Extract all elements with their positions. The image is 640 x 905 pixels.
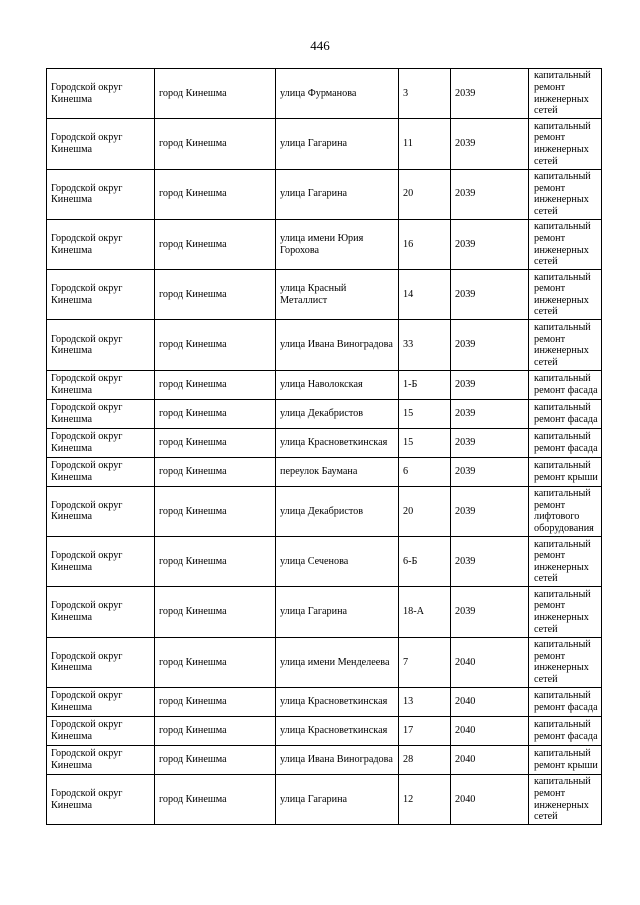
year-cell: 2040 <box>451 774 529 824</box>
year-cell: 2039 <box>451 119 529 169</box>
year-cell: 2040 <box>451 687 529 716</box>
locality-cell: город Кинешма <box>155 457 276 486</box>
work-type-cell: капитальный ремонт инженерных сетей <box>529 219 602 269</box>
district-cell: Городской округ Кинешма <box>47 687 155 716</box>
table-row <box>47 270 602 320</box>
house-cell: 15 <box>399 428 451 457</box>
table-row <box>47 486 602 536</box>
page-number: 446 <box>310 38 330 53</box>
work-type-cell: капитальный ремонт фасада <box>529 370 602 399</box>
district-cell: Городской округ Кинешма <box>47 169 155 219</box>
table-row <box>47 457 602 486</box>
street-cell: переулок Баумана <box>276 457 399 486</box>
street-cell: улица Сеченова <box>276 537 399 587</box>
district-cell: Городской округ Кинешма <box>47 399 155 428</box>
district-cell: Городской округ Кинешма <box>47 457 155 486</box>
district-cell: Городской округ Кинешма <box>47 119 155 169</box>
street-cell: улица Наволокская <box>276 370 399 399</box>
work-type-cell: капитальный ремонт инженерных сетей <box>529 587 602 637</box>
locality-cell: город Кинешма <box>155 370 276 399</box>
street-cell: улица Ивана Виноградова <box>276 745 399 774</box>
house-cell: 33 <box>399 320 451 370</box>
street-cell: улица Декабристов <box>276 486 399 536</box>
repair-schedule-table <box>46 68 602 825</box>
work-type-cell: капитальный ремонт крыши <box>529 745 602 774</box>
work-type-cell: капитальный ремонт инженерных сетей <box>529 320 602 370</box>
work-type-cell: капитальный ремонт инженерных сетей <box>529 774 602 824</box>
locality-cell: город Кинешма <box>155 687 276 716</box>
work-type-cell: капитальный ремонт фасада <box>529 428 602 457</box>
district-cell: Городской округ Кинешма <box>47 69 155 119</box>
year-cell: 2039 <box>451 587 529 637</box>
work-type-cell: капитальный ремонт фасада <box>529 687 602 716</box>
district-cell: Городской округ Кинешма <box>47 745 155 774</box>
house-cell: 13 <box>399 687 451 716</box>
table-row <box>47 716 602 745</box>
locality-cell: город Кинешма <box>155 169 276 219</box>
street-cell: улица Ивана Виноградова <box>276 320 399 370</box>
year-cell: 2039 <box>451 320 529 370</box>
table-row <box>47 687 602 716</box>
house-cell: 7 <box>399 637 451 687</box>
house-cell: 6 <box>399 457 451 486</box>
street-cell: улица Красный Металлист <box>276 270 399 320</box>
year-cell: 2039 <box>451 219 529 269</box>
locality-cell: город Кинешма <box>155 745 276 774</box>
work-type-cell: капитальный ремонт фасада <box>529 399 602 428</box>
locality-cell: город Кинешма <box>155 270 276 320</box>
locality-cell: город Кинешма <box>155 537 276 587</box>
year-cell: 2039 <box>451 457 529 486</box>
house-cell: 1-Б <box>399 370 451 399</box>
district-cell: Городской округ Кинешма <box>47 486 155 536</box>
house-cell: 28 <box>399 745 451 774</box>
locality-cell: город Кинешма <box>155 399 276 428</box>
year-cell: 2039 <box>451 69 529 119</box>
work-type-cell: капитальный ремонт крыши <box>529 457 602 486</box>
work-type-cell: капитальный ремонт инженерных сетей <box>529 270 602 320</box>
work-type-cell: капитальный ремонт инженерных сетей <box>529 69 602 119</box>
work-type-cell: капитальный ремонт фасада <box>529 716 602 745</box>
locality-cell: город Кинешма <box>155 428 276 457</box>
district-cell: Городской округ Кинешма <box>47 716 155 745</box>
street-cell: улица имени Менделеева <box>276 637 399 687</box>
year-cell: 2040 <box>451 745 529 774</box>
street-cell: улица имени Юрия Горохова <box>276 219 399 269</box>
district-cell: Городской округ Кинешма <box>47 637 155 687</box>
house-cell: 15 <box>399 399 451 428</box>
house-cell: 3 <box>399 69 451 119</box>
work-type-cell: капитальный ремонт инженерных сетей <box>529 637 602 687</box>
work-type-cell: капитальный ремонт инженерных сетей <box>529 119 602 169</box>
house-cell: 20 <box>399 486 451 536</box>
locality-cell: город Кинешма <box>155 774 276 824</box>
table-row <box>47 169 602 219</box>
year-cell: 2039 <box>451 270 529 320</box>
locality-cell: город Кинешма <box>155 587 276 637</box>
year-cell: 2040 <box>451 716 529 745</box>
locality-cell: город Кинешма <box>155 69 276 119</box>
table-row <box>47 119 602 169</box>
year-cell: 2039 <box>451 486 529 536</box>
house-cell: 16 <box>399 219 451 269</box>
year-cell: 2039 <box>451 537 529 587</box>
district-cell: Городской округ Кинешма <box>47 219 155 269</box>
year-cell: 2039 <box>451 399 529 428</box>
table-row <box>47 774 602 824</box>
district-cell: Городской округ Кинешма <box>47 428 155 457</box>
locality-cell: город Кинешма <box>155 637 276 687</box>
locality-cell: город Кинешма <box>155 320 276 370</box>
table-row <box>47 69 602 119</box>
street-cell: улица Декабристов <box>276 399 399 428</box>
street-cell: улица Фурманова <box>276 69 399 119</box>
year-cell: 2039 <box>451 169 529 219</box>
work-type-cell: капитальный ремонт инженерных сетей <box>529 537 602 587</box>
locality-cell: город Кинешма <box>155 219 276 269</box>
table-row <box>47 320 602 370</box>
street-cell: улица Гагарина <box>276 119 399 169</box>
street-cell: улица Гагарина <box>276 169 399 219</box>
district-cell: Городской округ Кинешма <box>47 320 155 370</box>
house-cell: 12 <box>399 774 451 824</box>
house-cell: 18-А <box>399 587 451 637</box>
work-type-cell: капитальный ремонт инженерных сетей <box>529 169 602 219</box>
district-cell: Городской округ Кинешма <box>47 774 155 824</box>
table-row <box>47 370 602 399</box>
house-cell: 20 <box>399 169 451 219</box>
year-cell: 2039 <box>451 428 529 457</box>
locality-cell: город Кинешма <box>155 716 276 745</box>
table-row <box>47 745 602 774</box>
work-type-cell: капитальный ремонт лифтового оборудования <box>529 486 602 536</box>
locality-cell: город Кинешма <box>155 119 276 169</box>
table-row <box>47 637 602 687</box>
house-cell: 17 <box>399 716 451 745</box>
table-row <box>47 587 602 637</box>
locality-cell: город Кинешма <box>155 486 276 536</box>
district-cell: Городской округ Кинешма <box>47 587 155 637</box>
street-cell: улица Красноветкинская <box>276 428 399 457</box>
district-cell: Городской округ Кинешма <box>47 537 155 587</box>
table-row <box>47 537 602 587</box>
house-cell: 11 <box>399 119 451 169</box>
district-cell: Городской округ Кинешма <box>47 270 155 320</box>
street-cell: улица Гагарина <box>276 587 399 637</box>
street-cell: улица Красноветкинская <box>276 687 399 716</box>
year-cell: 2039 <box>451 370 529 399</box>
house-cell: 14 <box>399 270 451 320</box>
district-cell: Городской округ Кинешма <box>47 370 155 399</box>
table-row <box>47 428 602 457</box>
street-cell: улица Красноветкинская <box>276 716 399 745</box>
house-cell: 6-Б <box>399 537 451 587</box>
street-cell: улица Гагарина <box>276 774 399 824</box>
year-cell: 2040 <box>451 637 529 687</box>
table-row <box>47 399 602 428</box>
table-row <box>47 219 602 269</box>
